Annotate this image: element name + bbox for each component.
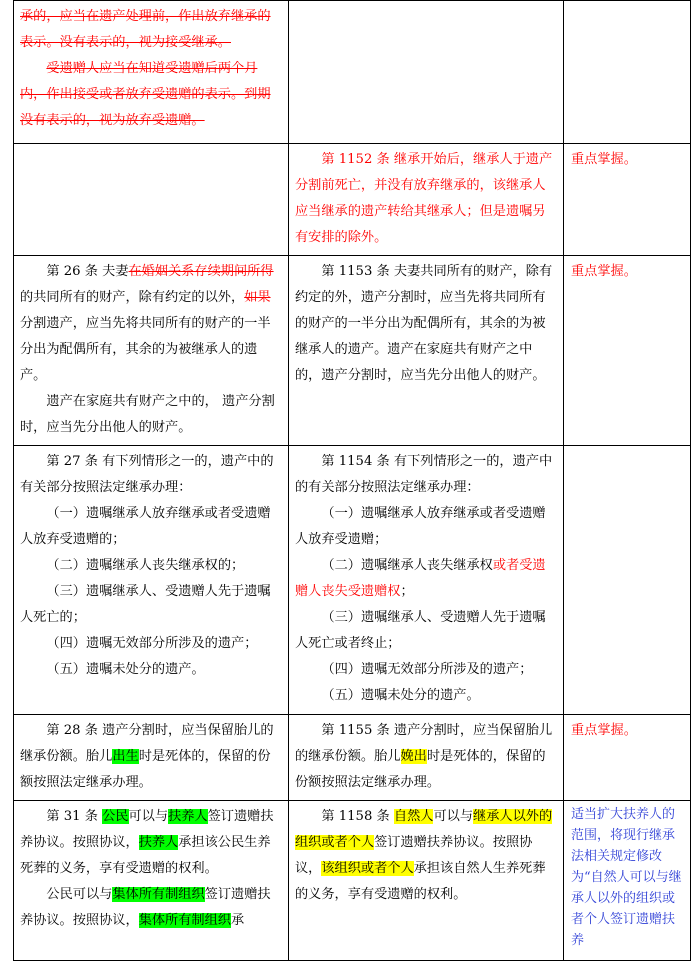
text-run: 签订遗赠扶养协议。按照协议， [295,835,533,876]
note-paragraph [571,718,685,744]
new-paragraph [295,501,557,553]
text-run: 娩出 [400,749,427,764]
new-paragraph [295,804,557,908]
text-run: 可以与 [433,809,474,824]
comparison-table [13,0,691,961]
text-run: 出生 [112,749,139,764]
text-run: （四）遗嘱无效部分所涉及的遗产； [46,636,258,651]
old-paragraph [20,553,282,579]
old-paragraph [20,259,282,389]
table-row [14,1,691,144]
text-run: （三）遗嘱继承人、受遗赠人先于遗嘱人死亡或者终止； [295,610,546,651]
old-law-cell [14,715,289,801]
text-run: 重点掌握。 [571,264,637,279]
new-paragraph [295,683,557,709]
old-paragraph [20,631,282,657]
text-run: 第 1154 条 有下列情形之一的，遗产中的有关部分按照法定继承办理： [295,454,553,495]
new-paragraph [295,449,557,501]
text-run: （五）遗嘱未处分的遗产。 [321,688,480,703]
text-run: 重点掌握。 [571,723,637,738]
old-paragraph [20,579,282,631]
old-paragraph [20,804,282,882]
old-paragraph [20,449,282,501]
table-row [14,446,691,715]
text-run: 第 27 条 有下列情形之一的，遗产中的有关部分按照法定继承办理： [20,454,274,495]
text-run: 时是死体的，保留的份额按照法定继承办理。 [20,749,271,790]
old-paragraph [20,882,282,934]
text-run: 的共同所有的财产，除有约定的以外， [20,290,245,305]
note-cell [564,446,691,715]
text-run: 可以与 [128,809,169,824]
old-paragraph [20,4,282,56]
text-run: 集体所有制组织 [138,913,231,928]
old-paragraph [20,657,282,683]
old-law-cell [14,801,289,961]
text-run: 时是死体的，保留的份额按照法定继承办理。 [295,749,546,790]
text-run: 该组织或者个人 [321,861,414,876]
new-paragraph [295,718,557,796]
text-run: 分割遗产，应当先将共同所有的财产的一半分出为配偶所有，其余的为被继承人的遗产。 [20,316,271,383]
table-row [14,256,691,446]
text-run: 自然人 [393,809,434,824]
text-run: 如果 [244,290,271,305]
text-run: 承 [231,913,245,928]
text-run: 遗产在家庭共有财产之中的， 遗产分割时，应当先分出他人的财产。 [20,394,275,435]
new-paragraph [295,605,557,657]
text-run: 继承人以外的组织或者个人 [295,809,553,850]
old-law-cell [14,1,289,144]
text-run: 扶养人 [138,835,179,850]
new-law-cell [289,715,564,801]
text-run: 承担该自然人生养死葬的义务，享有受遗赠的权利。 [295,861,546,902]
note-cell [564,801,691,961]
text-run: 公民可以与 [46,887,113,902]
text-run: （二）遗嘱继承人丧失继承权 [321,558,493,573]
new-law-cell [289,1,564,144]
old-law-cell [14,144,289,256]
text-run: 承担该公民生养死葬的义务，享有受遗赠的权利。 [20,835,271,876]
old-paragraph [20,501,282,553]
text-run: （一）遗嘱继承人放弃继承或者受遗赠人放弃受遗赠； [295,506,546,547]
new-law-cell [289,256,564,446]
text-run: 第 31 条 [46,809,103,824]
table-row [14,715,691,801]
old-paragraph [20,718,282,796]
table-row [14,801,691,961]
old-paragraph [20,389,282,441]
note-cell [564,1,691,144]
text-run: 适当扩大扶养人的范围，将现行继承法相关规定修改为“自然人可以与继承人以外的组织或者个人签订遗赠扶养 [571,807,682,948]
text-run: （二）遗嘱继承人丧失继承权的； [46,558,245,573]
note-cell [564,256,691,446]
text-run: 第 1152 条 继承开始后，继承人于遗产分割前死亡，并没有放弃继承的，该继承人应当继承的遗产转给其继承人；但是遗嘱另有安排的除外。 [295,152,553,245]
text-run: 承的，应当在遗产处理前，作出放弃继承的表示。没有表示的，视为接受继承。 [20,9,271,50]
text-run: ； [400,584,414,599]
new-law-cell [289,144,564,256]
law-comparison-document [13,0,690,948]
note-cell [564,715,691,801]
text-run: 扶养人 [168,809,208,824]
text-run: 公民 [102,809,129,824]
text-run: （一）遗嘱继承人放弃继承或者受遗赠人放弃受遗赠的； [20,506,271,547]
new-paragraph [295,147,557,251]
text-run: 第 26 条 夫妻 [46,264,129,279]
text-run: 在婚姻关系存续期间所得 [128,264,274,279]
new-paragraph [295,553,557,605]
old-law-cell [14,256,289,446]
text-run: 第 1155 条 遗产分割时，应当保留胎儿的继承份额。胎儿 [295,723,553,764]
note-paragraph [571,259,685,285]
text-run: 重点掌握。 [571,152,637,167]
text-run: （四）遗嘱无效部分所涉及的遗产； [321,662,533,677]
new-paragraph [295,657,557,683]
text-run: 受遗赠人应当在知道受遗赠后两个月内，作出接受或者放弃受遗赠的表示。到期没有表示的，视为放弃受遗赠。 [20,61,271,128]
note-paragraph [571,804,685,951]
text-run: 集体所有制组织 [112,887,205,902]
new-law-cell [289,446,564,715]
text-run: 或者受遗赠人丧失受遗赠权 [295,558,546,599]
text-run: 签订遗赠扶养协议。按照协议， [20,887,271,928]
old-paragraph [20,56,282,134]
text-run: 第 1153 条 夫妻共同所有的财产，除有约定的外，遗产分割时，应当先将共同所有的财产的一半分出为配偶所有，其余的为被继承人的遗产。遗产在家庭共有财产之中的，遗产分割时，应当先分出他人的财产。 [295,264,553,383]
table-row [14,144,691,256]
new-law-cell [289,801,564,961]
old-law-cell [14,446,289,715]
text-run: 第 1158 条 [321,809,394,824]
text-run: （三）遗嘱继承人、受遗赠人先于遗嘱人死亡的； [20,584,271,625]
new-paragraph [295,259,557,389]
note-cell [564,144,691,256]
text-run: 第 28 条 遗产分割时，应当保留胎儿的继承份额。胎儿 [20,723,274,764]
text-run: 签订遗赠扶养协议。按照协议， [20,809,274,850]
note-paragraph [571,147,685,173]
text-run: （五）遗嘱未处分的遗产。 [46,662,205,677]
comparison-table-body [14,1,691,961]
